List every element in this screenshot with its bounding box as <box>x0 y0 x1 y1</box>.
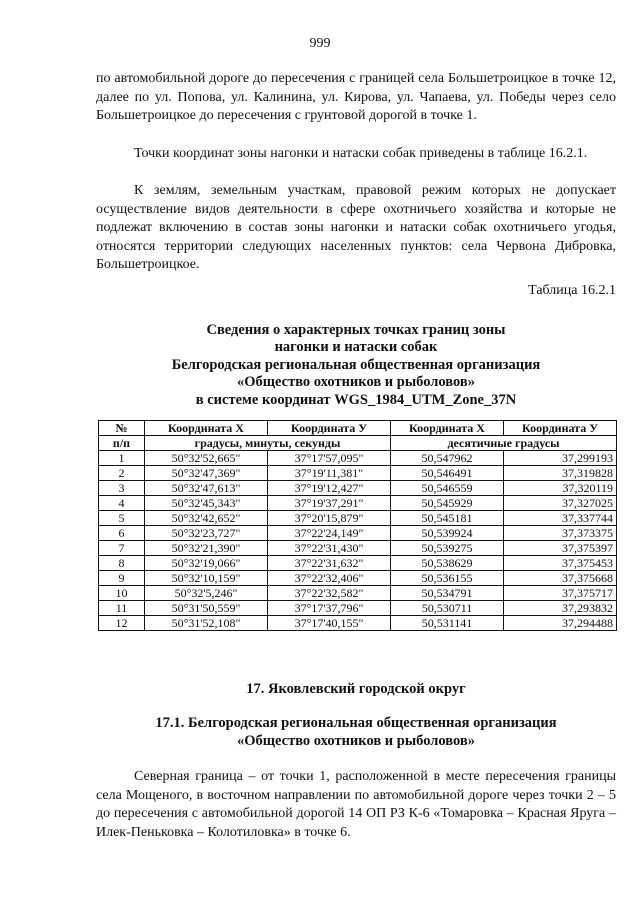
cell-number: 8 <box>99 556 145 571</box>
header-x-dec: Координата Х <box>391 421 504 436</box>
cell-x-dec: 50,538629 <box>391 556 504 571</box>
header-num: № <box>99 421 145 436</box>
cell-y-dms: 37°19'11,381" <box>268 466 391 481</box>
table-row <box>99 571 617 586</box>
cell-x-dec: 50,545929 <box>391 496 504 511</box>
cell-number: 10 <box>99 586 145 601</box>
table-row <box>99 526 617 541</box>
cell-number: 2 <box>99 466 145 481</box>
cell-y-dms: 37°22'31,430" <box>268 541 391 556</box>
table-row <box>99 541 617 556</box>
subsection-title <box>96 714 616 750</box>
cell-y-dec: 37,373375 <box>504 526 617 541</box>
header-num-2: п/п <box>99 436 145 451</box>
table-row <box>99 616 617 631</box>
paragraph-excluded-lands: К землям, земельным участкам, правовой режим которых не допускает осуществление видов деятельности в сфере охотничьего хозяйства и которые не подлежат включению в состав зоны нагонки и натаски собак охотничьего угодья, относятся территории следующих населенных пунктов: села Червона Дибровка, Большетроицкое. <box>96 183 616 273</box>
cell-y-dec: 37,327025 <box>504 496 617 511</box>
table-body <box>99 451 617 631</box>
cell-x-dms: 50°31'52,108" <box>145 616 268 631</box>
caption-line-5: в системе координат WGS_1984_UTM_Zone_37N <box>195 391 517 408</box>
cell-x-dms: 50°32'19,066" <box>145 556 268 571</box>
cell-number: 9 <box>99 571 145 586</box>
table-header-row <box>99 421 617 436</box>
subsection-title-line-2: «Общество охотников и рыболовов» <box>237 733 475 749</box>
cell-y-dec: 37,375453 <box>504 556 617 571</box>
cell-y-dec: 37,375717 <box>504 586 617 601</box>
cell-number: 7 <box>99 541 145 556</box>
cell-number: 4 <box>99 496 145 511</box>
cell-y-dms: 37°22'32,406" <box>268 571 391 586</box>
cell-y-dec: 37,375668 <box>504 571 617 586</box>
caption-line-2: нагонки и натаски собак <box>274 339 438 356</box>
cell-x-dms: 50°32'47,613" <box>145 481 268 496</box>
cell-x-dec: 50,536155 <box>391 571 504 586</box>
cell-x-dms: 50°32'52,665" <box>145 451 268 466</box>
cell-x-dec: 50,534791 <box>391 586 504 601</box>
cell-y-dec: 37,299193 <box>504 451 617 466</box>
cell-x-dms: 50°32'45,343" <box>145 496 268 511</box>
table-row <box>99 481 617 496</box>
table-label: Таблица 16.2.1 <box>528 283 616 298</box>
header-unit-dec: десятичные градусы <box>391 436 617 451</box>
table-row <box>99 511 617 526</box>
cell-x-dms: 50°32'42,652" <box>145 511 268 526</box>
caption-line-4: «Общество охотников и рыболовов» <box>237 374 475 391</box>
page-number: 999 <box>309 36 331 51</box>
table-row <box>99 586 617 601</box>
cell-x-dec: 50,539924 <box>391 526 504 541</box>
cell-y-dms: 37°19'37,291" <box>268 496 391 511</box>
cell-x-dec: 50,547962 <box>391 451 504 466</box>
cell-x-dec: 50,539275 <box>391 541 504 556</box>
header-y-dms: Координата У <box>268 421 391 436</box>
cell-y-dms: 37°19'12,427" <box>268 481 391 496</box>
cell-number: 12 <box>99 616 145 631</box>
cell-y-dec: 37,375397 <box>504 541 617 556</box>
cell-x-dms: 50°32'23,727" <box>145 526 268 541</box>
table-row <box>99 496 617 511</box>
table-row <box>99 556 617 571</box>
cell-x-dec: 50,530711 <box>391 601 504 616</box>
cell-y-dms: 37°22'32,582" <box>268 586 391 601</box>
cell-y-dec: 37,337744 <box>504 511 617 526</box>
cell-y-dec: 37,319828 <box>504 466 617 481</box>
paragraph-route-continuation: по автомобильной дороге до пересечения с границей села Большетроицкое в точке 12, далее по ул. Попова, ул. Калинина, ул. Кирова, ул. Чапаева, ул. Победы через село Большетроицкое до пересечения с грунтовой дорогой в точке 1. <box>96 71 616 124</box>
table-unit-row <box>99 436 617 451</box>
cell-x-dec: 50,546491 <box>391 466 504 481</box>
cell-y-dms: 37°17'57,095" <box>268 451 391 466</box>
cell-y-dec: 37,294488 <box>504 616 617 631</box>
header-x-dms: Координата Х <box>145 421 268 436</box>
cell-number: 3 <box>99 481 145 496</box>
table-row <box>99 466 617 481</box>
coordinates-table <box>98 420 617 631</box>
cell-number: 6 <box>99 526 145 541</box>
cell-x-dec: 50,545181 <box>391 511 504 526</box>
cell-x-dms: 50°32'5,246" <box>145 586 268 601</box>
cell-y-dec: 37,320119 <box>504 481 617 496</box>
cell-x-dec: 50,531141 <box>391 616 504 631</box>
cell-y-dms: 37°22'24,149" <box>268 526 391 541</box>
caption-line-1: Сведения о характерных точках границ зоны <box>206 322 506 338</box>
cell-number: 11 <box>99 601 145 616</box>
cell-y-dms: 37°22'31,632" <box>268 556 391 571</box>
caption-line-3: Белгородская региональная общественная организация <box>171 356 541 373</box>
cell-x-dms: 50°32'10,159" <box>145 571 268 586</box>
header-y-dec: Координата У <box>504 421 617 436</box>
paragraph-table-reference: Точки координат зоны нагонки и натаски собак приведены в таблице 16.2.1. <box>134 146 588 161</box>
subsection-title-line-1: 17.1. Белгородская региональная общественная организация <box>155 715 557 731</box>
cell-y-dec: 37,293832 <box>504 601 617 616</box>
table-row <box>99 601 617 616</box>
paragraph-northern-border: Северная граница – от точки 1, расположенной в месте пересечения границы села Мощеного, в восточном направлении по автомобильной дороге через точки 2 – 5 до пересечения с автомобильной дорогой 14 ОП РЗ К-6 «Томаровка – Красная Яруга – Илек-Пеньковка – Колотиловка» в точке 6. <box>96 769 616 840</box>
cell-number: 1 <box>99 451 145 466</box>
cell-x-dms: 50°32'21,390" <box>145 541 268 556</box>
cell-x-dms: 50°31'50,559" <box>145 601 268 616</box>
cell-y-dms: 37°17'37,796" <box>268 601 391 616</box>
header-unit-dms: градусы, минуты, секунды <box>145 436 391 451</box>
cell-x-dec: 50,546559 <box>391 481 504 496</box>
table-row <box>99 451 617 466</box>
section-title: 17. Яковлевский городской округ <box>246 681 466 697</box>
table-caption <box>96 322 616 409</box>
cell-y-dms: 37°17'40,155" <box>268 616 391 631</box>
cell-y-dms: 37°20'15,879" <box>268 511 391 526</box>
cell-number: 5 <box>99 511 145 526</box>
cell-x-dms: 50°32'47,369" <box>145 466 268 481</box>
